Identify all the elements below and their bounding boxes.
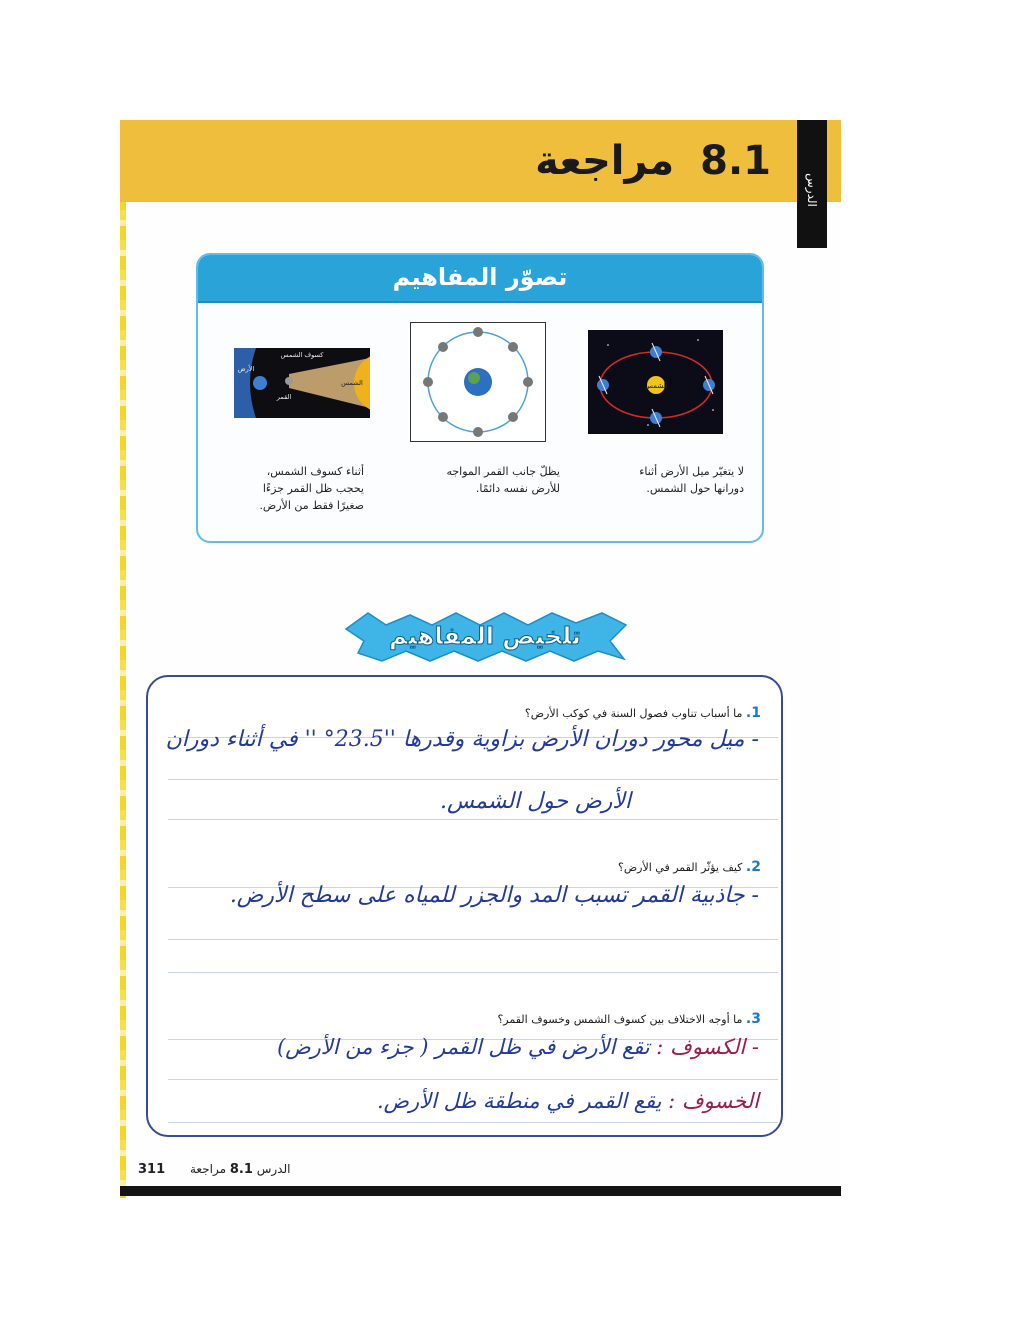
eclipse-label: كسوف الشمس — [280, 351, 324, 359]
figure-caption-moon: يظلّ جانب القمر المواجه للأرض نفسه دائمًا. — [446, 465, 560, 495]
moon-label: القمر — [276, 393, 292, 401]
answer-3-label-2: الخسوف : — [668, 1089, 759, 1113]
concepts-title: تصوّر المفاهيم — [392, 263, 568, 291]
earth-label: الأرض — [237, 365, 255, 373]
visualize-concepts-box — [196, 253, 764, 543]
answer-1-line-2: الأرض حول الشمس. — [439, 789, 631, 814]
lesson-header-band — [120, 120, 841, 202]
answer-2-line-1: - جاذبية القمر تسبب المد والجزر للمياه على سطح الأرض. — [229, 883, 759, 908]
answer-3-label-1: - الكسوف : — [656, 1035, 759, 1059]
lesson-side-tab — [797, 120, 827, 248]
moon-shape — [285, 377, 293, 385]
moon-shape — [438, 342, 448, 352]
sun-label: الشمس — [341, 379, 363, 387]
lesson-title: مراجعة — [535, 138, 675, 184]
moon-shape — [438, 412, 448, 422]
sun-label: الشمس — [644, 382, 668, 390]
yellow-margin-strip — [120, 120, 126, 1198]
concepts-title-bar — [198, 255, 762, 303]
lesson-number: 8.1 — [700, 138, 771, 184]
footer-rule — [120, 1186, 841, 1196]
answer-1-line-1: - ميل محور دوران الأرض بزاوية وقدرها ''23.5° '' في أثناء دوران — [165, 727, 759, 752]
lesson-tab-label: الدرس — [805, 173, 819, 207]
page-title — [535, 138, 771, 184]
summary-banner — [340, 607, 630, 665]
answer-3-line-1: - الكسوف : تقع الأرض في ظل القمر ( جزء من الأرض) — [277, 1035, 759, 1059]
moon-orbit-figure — [410, 322, 546, 442]
moon-shape — [508, 412, 518, 422]
moon-shape — [473, 327, 483, 337]
answer-3-line-2: الخسوف : يقع القمر في منطقة ظل الأرض. — [376, 1089, 759, 1113]
solar-eclipse-figure — [234, 348, 370, 418]
question-1: 1. ما أسباب تناوب فصول السنة في كوكب الأرض؟ — [524, 705, 761, 721]
earth-shape — [253, 376, 267, 390]
summary-notebook — [146, 675, 783, 1137]
figure-caption-eclipse: أثناء كسوف الشمس، يحجب ظل القمر جزءًا صغيرًا فقط من الأرض. — [259, 465, 364, 512]
figure-caption-tilt: لا يتغيّر ميل الأرض أثناء دورانها حول الشمس. — [639, 465, 744, 495]
textbook-page — [120, 120, 841, 1198]
question-3: 3. ما أوجه الاختلاف بين كسوف الشمس وخسوف القمر؟ — [497, 1011, 761, 1027]
moon-shape — [508, 342, 518, 352]
page-number: 311 — [138, 1162, 166, 1177]
earth-orbit-tilt-figure — [588, 330, 723, 434]
moon-shape — [423, 377, 433, 387]
moon-shape — [523, 377, 533, 387]
moon-shape — [473, 427, 483, 437]
footer-lesson-label: الدرس 8.1 مراجعة — [190, 1162, 291, 1177]
summary-title: تلخيص المفاهيم — [389, 622, 581, 650]
question-2: 2. كيف يؤثّر القمر في الأرض؟ — [618, 859, 761, 875]
